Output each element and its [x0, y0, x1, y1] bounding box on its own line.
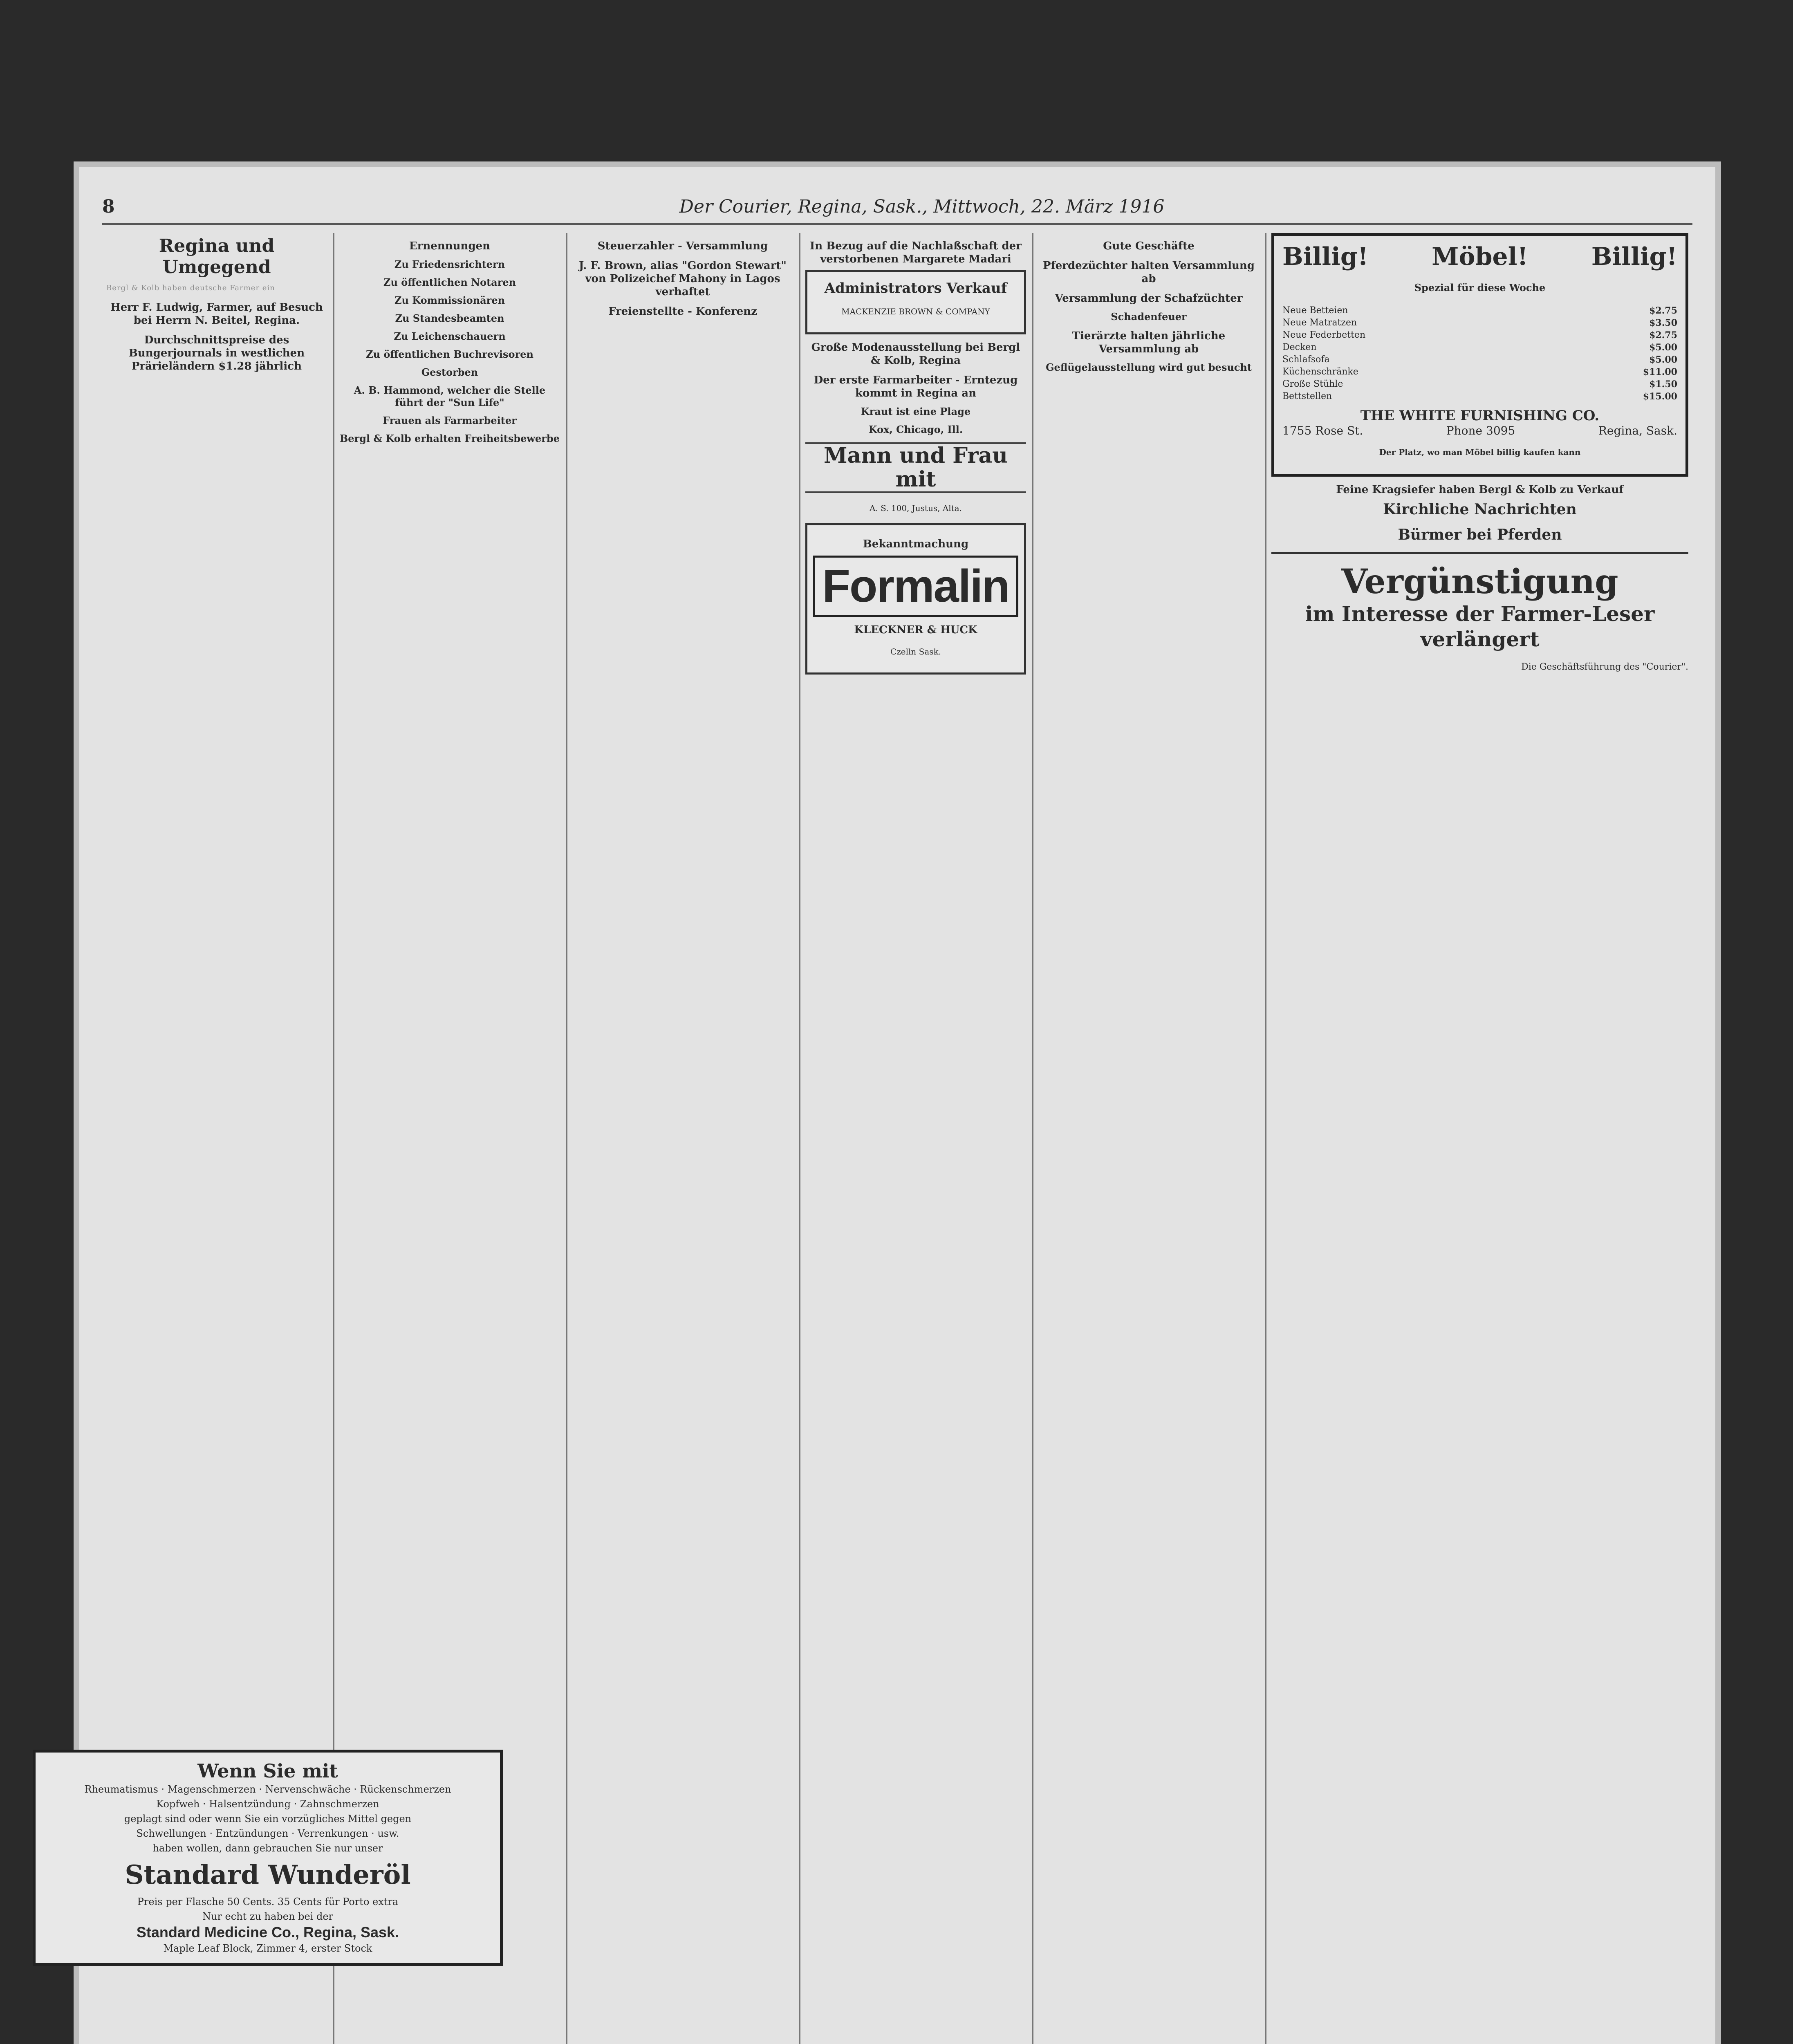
article-heading: Herr F. Ludwig, Farmer, auf Besuch bei Herrn N. Beitel, Regina.	[110, 301, 323, 327]
column-3	[572, 233, 793, 2044]
column-rule	[566, 233, 567, 2044]
price-value: $2.75	[1649, 330, 1677, 341]
ad-conditions-2: Schwellungen · Entzündungen · Verrenkungen · usw.	[136, 1828, 399, 1839]
price-item: Neue Betteien	[1282, 305, 1348, 316]
column-rule	[1032, 233, 1033, 2044]
vergunstigung-box	[1271, 552, 1688, 674]
price-item: Große Stühle	[1282, 379, 1343, 389]
ad-maker-note: Nur echt zu haben bei der	[202, 1911, 333, 1922]
article-subheading: Zu Standesbeamten	[395, 312, 504, 324]
page-number: 8	[102, 196, 115, 217]
article-subheading: Kox, Chicago, Ill.	[868, 424, 963, 435]
article-subheading: Kraut ist eine Plage	[861, 406, 971, 417]
ad-billig-left: Billig!	[1282, 242, 1369, 271]
classified-heading: Mann und Frau mit	[805, 442, 1026, 493]
notice-title: Administrators Verkauf	[824, 280, 1007, 296]
ad-billig-right: Billig!	[1591, 242, 1677, 271]
vergunstigung-signature: Die Geschäftsführung des "Courier".	[1521, 662, 1688, 672]
price-value: $5.00	[1649, 354, 1677, 365]
ad-mid-text: geplagt sind oder wenn Sie ein vorzügliches Mittel gegen	[124, 1813, 412, 1824]
article-heading: J. F. Brown, alias "Gordon Stewart" von Polizeichef Mahony in Lagos verhaftet	[579, 260, 787, 298]
ad-company: KLECKNER & HUCK	[854, 624, 977, 636]
ad-address: Maple Leaf Block, Zimmer 4, erster Stock	[163, 1943, 372, 1954]
price-value: $1.50	[1649, 379, 1677, 390]
furniture-ad	[1271, 233, 1688, 477]
ad-mobel: Möbel!	[1432, 242, 1528, 271]
price-value: $5.00	[1649, 342, 1677, 353]
column-rule	[1265, 233, 1266, 2044]
formalin-title: Formalin	[813, 556, 1018, 617]
article-subheading: Gestorben	[421, 366, 478, 378]
section-heading: Regina und Umgegend	[159, 235, 275, 278]
price-row	[1282, 317, 1677, 329]
article-heading: Kirchliche Nachrichten	[1383, 501, 1577, 518]
ad-title: Wenn Sie mit	[197, 1760, 338, 1782]
article-text: Bergl & Kolb haben deutsche Farmer ein	[106, 284, 275, 292]
price-value: $15.00	[1643, 391, 1677, 402]
ad-special: Spezial für diese Woche	[1414, 282, 1546, 294]
price-item: Decken	[1282, 342, 1317, 352]
article-subheading: Zu Leichenschauern	[394, 330, 506, 342]
ad-conditions-left: Rheumatismus · Magenschmerzen · Nervenschwäche · Rückenschmerzen	[84, 1784, 451, 1795]
column-6	[1271, 233, 1688, 2044]
ad-conditions-right: Kopfweh · Halsentzündung · Zahnschmerzen	[156, 1798, 379, 1810]
price-row	[1282, 341, 1677, 354]
article-subheading: Frauen als Farmarbeiter	[383, 415, 517, 426]
price-row	[1282, 366, 1677, 378]
ad-brand: Standard Wunderöl	[125, 1860, 411, 1890]
price-row	[1282, 305, 1677, 317]
notice-footer: MACKENZIE BROWN & COMPANY	[841, 307, 990, 316]
column-4	[805, 233, 1026, 2044]
article-heading: Pferdezüchter halten Versammlung ab	[1043, 260, 1255, 285]
price-list	[1282, 305, 1677, 403]
article-subheading: Geflügelausstellung wird gut besucht	[1046, 361, 1252, 373]
page-header	[102, 190, 1692, 225]
article-heading: Tierärzte halten jährliche Versammlung ab	[1072, 330, 1226, 355]
article-subheading: Bergl & Kolb erhalten Freiheitsbewerbe	[339, 433, 560, 444]
article-heading: Feine Kragsiefer haben Bergl & Kolb zu Verkauf	[1336, 484, 1624, 496]
article-subheading: Schadenfeuer	[1111, 311, 1187, 323]
article-subheading: Zu öffentlichen Buchrevisoren	[366, 348, 533, 360]
article-heading: Gute Geschäfte	[1103, 240, 1195, 252]
article-heading: In Bezug auf die Nachlaßschaft der verstorbenen Margarete Madari	[810, 240, 1022, 265]
article-subheading: A. B. Hammond, welcher die Stelle führt der "Sun Life"	[354, 384, 546, 408]
ad-price: Preis per Flasche 50 Cents. 35 Cents für Porto extra	[137, 1896, 399, 1907]
price-item: Schlafsofa	[1282, 354, 1330, 365]
vergunstigung-subtitle: im Interesse der Farmer-Leser verlängert	[1305, 602, 1655, 651]
ad-city: Czelln Sask.	[890, 647, 941, 657]
ad-city: Regina, Sask.	[1598, 424, 1677, 437]
article-heading: Freienstellte - Konferenz	[608, 305, 757, 318]
legal-notice	[805, 270, 1026, 334]
price-row	[1282, 354, 1677, 366]
wunderol-ad	[33, 1750, 503, 1966]
classified-note: A. S. 100, Justus, Alta.	[870, 503, 962, 513]
article-heading: Steuerzahler - Versammlung	[597, 240, 768, 252]
ad-company: Standard Medicine Co., Regina, Sask.	[136, 1924, 399, 1941]
vergunstigung-title: Vergünstigung	[1341, 562, 1618, 601]
price-row	[1282, 329, 1677, 341]
ad-phone: Phone 3095	[1446, 424, 1515, 437]
article-subheading: Zu Kommissionären	[394, 294, 505, 306]
price-row	[1282, 390, 1677, 403]
formalin-ad	[805, 523, 1026, 675]
price-item: Neue Matratzen	[1282, 318, 1357, 328]
masthead: Der Courier, Regina, Sask., Mittwoch, 22. März 1916	[679, 196, 1165, 217]
ad-tagline: Der Platz, wo man Möbel billig kaufen kann	[1379, 447, 1581, 457]
price-value: $3.50	[1649, 318, 1677, 328]
price-item: Neue Federbetten	[1282, 330, 1366, 340]
ad-company: THE WHITE FURNISHING CO.	[1360, 408, 1600, 424]
article-heading: Durchschnittspreise des Bungerjournals in westlichen Prärieländern $1.28 jährlich	[128, 334, 305, 372]
price-row	[1282, 378, 1677, 390]
ad-heading: Bekanntmachung	[863, 538, 969, 550]
ad-address: 1755 Rose St.	[1282, 424, 1363, 437]
article-heading: Bürmer bei Pferden	[1398, 526, 1562, 543]
article-heading: Versammlung der Schafzüchter	[1055, 292, 1243, 305]
price-item: Küchenschränke	[1282, 367, 1358, 377]
price-item: Bettstellen	[1282, 391, 1332, 401]
article-heading: Ernennungen	[409, 240, 491, 252]
column-5	[1038, 233, 1259, 2044]
column-rule	[799, 233, 800, 2044]
article-subheading: Zu öffentlichen Notaren	[383, 276, 516, 288]
price-value: $2.75	[1649, 305, 1677, 316]
price-value: $11.00	[1643, 367, 1677, 377]
ad-tail-text: haben wollen, dann gebrauchen Sie nur unser	[152, 1842, 383, 1854]
article-heading: Der erste Farmarbeiter - Erntezug kommt in Regina an	[814, 374, 1018, 399]
article-subheading: Zu Friedensrichtern	[394, 258, 505, 270]
article-heading: Große Modenausstellung bei Bergl & Kolb, Regina	[811, 341, 1020, 367]
